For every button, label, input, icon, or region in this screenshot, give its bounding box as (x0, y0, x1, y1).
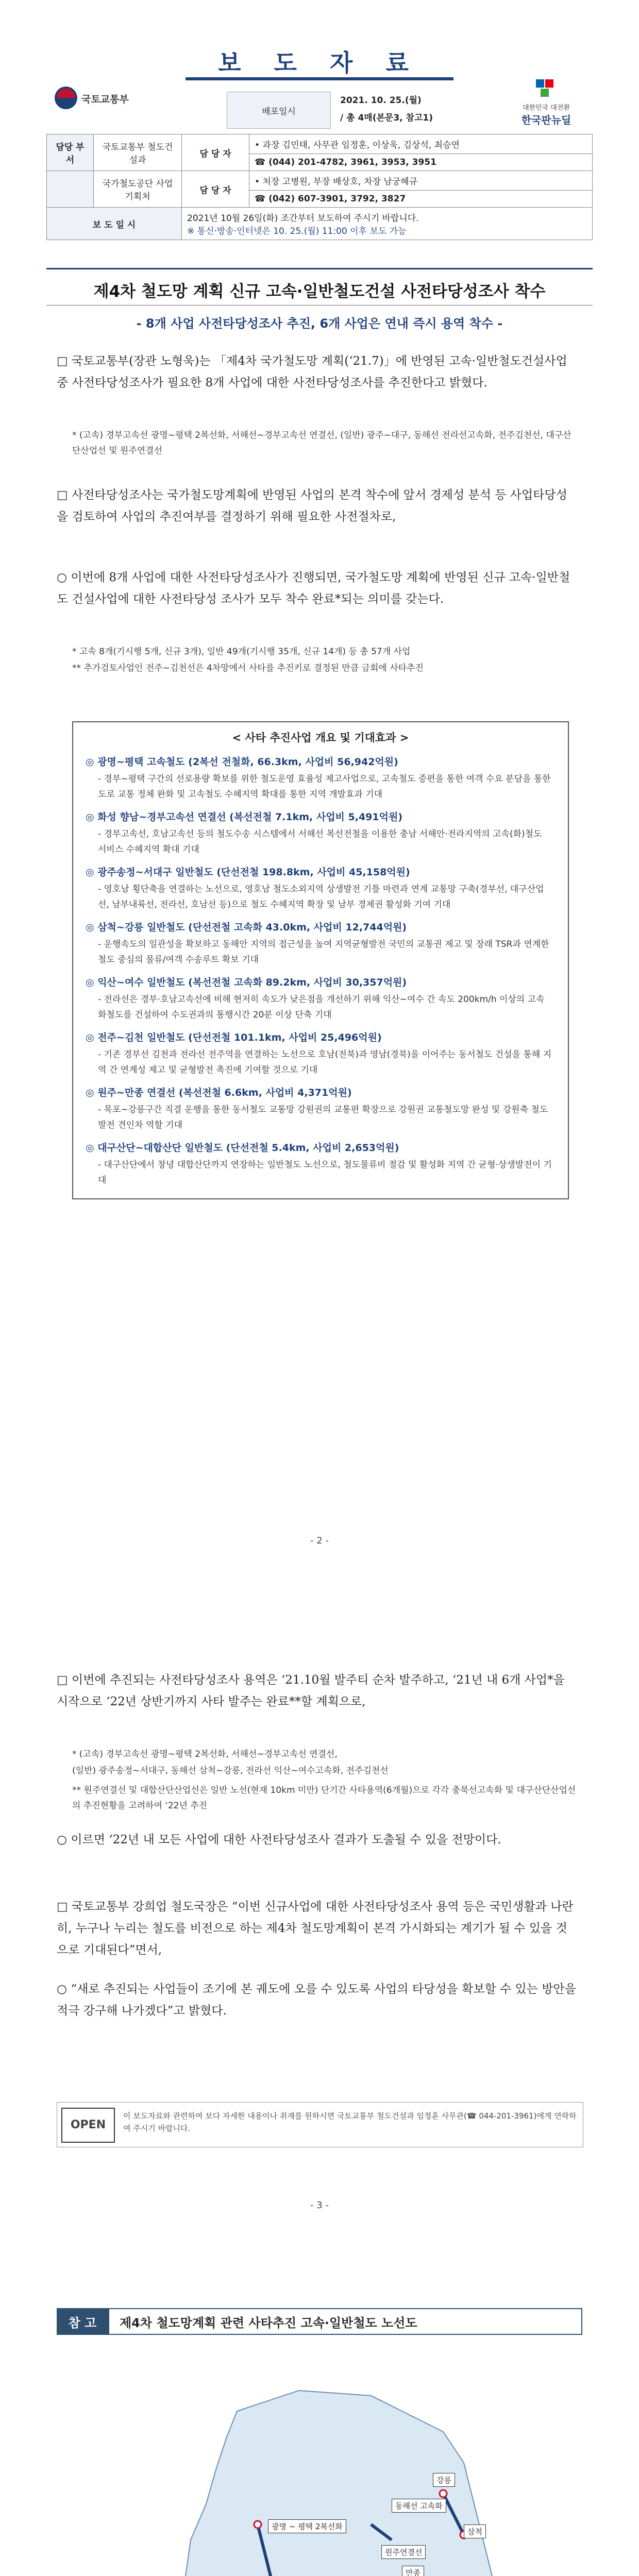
summary-item-heading: ◎ 대구산단∼대합산단 일반철도 (단선전철 5.4km, 사업비 2,653억원) (86, 1142, 399, 1154)
summary-item-heading: ◎ 화성 향남∼경부고속선 연결선 (복선전철 7.1km, 사업비 5,491억원) (86, 811, 403, 823)
embargo-label: 보 도 일 시 (47, 208, 182, 240)
page-3 (0, 2277, 639, 2576)
contact-tel: ☎ (042) 607-3901, 3792, 3827 (249, 191, 593, 208)
summary-box-title: < 사타 추진사업 개요 및 기대효과 > (232, 732, 409, 744)
map-label: 강릉 (433, 2473, 455, 2487)
summary-item (73, 749, 568, 804)
new-deal-emblem-icon (505, 77, 587, 100)
summary-item-body: - 전라선은 경부·호남고속선에 비해 현저히 속도가 낮은점을 개선하기 위해 익산∼여수 간 속도 200km/h 이상의 고속화철도를 건설하여 수도권과의 통행시간 20분 이상 단축 기대 (98, 994, 545, 1020)
contact-names: • 과장 김민태, 사무관 임정훈, 이상욱, 김상석, 최승연 (249, 134, 593, 154)
contact-names: • 처장 고병원, 부장 배상호, 차장 남궁혜규 (249, 171, 593, 191)
paragraph-1: □ 국토교통부(장관 노형욱)는 「제4차 국가철도망 계획(‘21.7)」에 반영된 고속·일반철도건설사업 중 사전타당성조사가 필요한 8개 사업에 대한 사전타당성조사를 추진한다고 밝혔다. (57, 354, 567, 389)
paragraph-4: □ 이번에 추진되는 사전타당성조사 용역은 ‘21.10월 발주티 순차 발주하고, ‘21년 내 6개 사업*을 시작으로 ‘22년 상반기까지 사타 발주는 완료**할 계획으로, (57, 1673, 565, 1708)
summary-item (73, 1025, 568, 1080)
embargo-row (47, 208, 593, 240)
korea-map-graphic (103, 2370, 536, 2576)
contact-row (47, 171, 593, 191)
open-license-icon: OPEN (61, 2108, 115, 2143)
contact-dept: 국가철도공단 사업기획처 (94, 171, 182, 208)
map-label: 원주연결선 (381, 2545, 426, 2559)
ministry-name: 국토교통부 (81, 94, 129, 105)
reference-title: 제4차 철도망계획 관련 사타추진 고속·일반철도 노선도 (108, 2308, 582, 2335)
publish-label: 배포일시 (227, 92, 331, 129)
open-license-box (57, 2102, 583, 2147)
publish-date: 2021. 10. 25.(월) (340, 95, 422, 106)
publish-pages: / 총 4매(본문3, 참고1) (340, 113, 433, 123)
headline-top-rule (46, 268, 593, 269)
new-deal-slogan: 대한민국 대전환 (522, 104, 570, 112)
publish-date-block (340, 92, 495, 128)
summary-item-heading: ◎ 광주송정∼서대구 일반철도 (단선전철 198.8km, 사업비 45,158억원) (86, 867, 410, 878)
summary-item-body: - 운행속도의 일관성을 확보하고 동해안 지역의 접근성을 높여 지역균형발전 국민의 교통권 제고 및 장래 TSR과 연계한 철도 중심의 물류/여객 수송루트 확보 기대 (98, 939, 549, 965)
document-title: 보 도 자 료 (218, 49, 421, 77)
summary-item-heading: ◎ 삼척∼강릉 일반철도 (단선전철 고속화 43.0km, 사업비 12,744억원) (86, 922, 407, 933)
summary-item-heading: ◎ 원주∼만종 연결선 (복선전철 6.6km, 사업비 4,371억원) (86, 1087, 352, 1098)
paragraph-3: ○ 이번에 8개 사업에 대한 사전타당성조사가 진행되면, 국가철도망 계획에 반영된 신규 고속·일반철도 건설사업에 대한 사전타당성 조사가 모두 착수 완료*되는 의미를 갖는다. (57, 571, 570, 606)
embargo-line-2: ※ 통신·방송·인터넷은 10. 25.(월) 11:00 이후 보도 가능 (187, 226, 407, 236)
title-underline (186, 77, 453, 80)
map-label: 동해선 고속화 (392, 2499, 446, 2513)
embargo-line-1: 2021년 10월 26일(화) 조간부터 보도하여 주시기 바랍니다. (187, 213, 419, 224)
summary-item (73, 859, 568, 914)
summary-item-body: - 영호남 횡단축을 연결하는 노선으로, 영호남 철도소외지역 상생발전 기틀 마련과 연계 교통망 구축(경부선, 대구산업선, 남부내륙선, 전라선, 호남선 등)으로 철도 수혜지역 확장 및 남부 경제권 활성화 기여 기대 (98, 884, 544, 910)
paragraph-3-note-1: * 고속 8개(기시행 5개, 신규 3개), 일반 49개(기시행 35개, 신규 14개) 등 총 57개 사업 (72, 647, 411, 657)
summary-item-body: - 기존 경부선 김천과 전라선 전주역을 연결하는 노선으로 호남(전북)과 영남(경북)을 이어주는 동서철도 건설을 통해 지역 간 연계성 제고 및 균형발전 촉진에 기여할 것으로 기대 (98, 1049, 552, 1075)
map-label: 광명 ~ 평택 2복선화 (268, 2519, 346, 2533)
dept-label: 담당 부서 (47, 134, 94, 171)
reference-label: 참 고 (57, 2308, 108, 2335)
summary-item (73, 970, 568, 1025)
summary-item (73, 804, 568, 859)
headline-bottom-rule (46, 305, 593, 306)
contact-role: 담 당 자 (182, 134, 249, 171)
new-deal-brand: 한국판뉴딜 (521, 114, 571, 126)
summary-item-heading: ◎ 광명∼평택 고속철도 (2복선 전철화, 66.3km, 사업비 56,942억원) (86, 756, 398, 768)
ministry-logo (52, 77, 134, 118)
paragraph-2: □ 사전타당성조사는 국가철도망계획에 반영된 사업의 본격 착수에 앞서 경제성 분석 등 사업타당성을 검토하여 사업의 추진여부를 결정하기 위해 필요한 사전절차로, (57, 488, 567, 523)
contact-role: 담 당 자 (182, 171, 249, 208)
contact-row (47, 134, 593, 154)
contact-dept: 국토교통부 철도건설과 (94, 134, 182, 171)
map-label: 삼척 (464, 2524, 486, 2538)
open-license-text: 이 보도자료와 관련하여 보다 자세한 내용이나 취재를 원하시면 국토교통부 철도건설과 임정훈 사무관(☎ 044-201-3961)에게 연락하여 주시기 바랍니다. (123, 2111, 577, 2133)
summary-item (73, 1080, 568, 1135)
paragraph-4-note-3: ** 원주연결선 및 대합산단산업선은 일반 노선(현재 10km 미만) 단기간 사타용역(6개월)으로 각각 충북선고속화 및 대구산단산업선의 추진현황을 고려하여 ‘22년 추진 (72, 1785, 576, 1811)
summary-item-body: - 목포∼강릉구간 직결 운행을 통한 동서철도 교통망 강원권의 교통편 확장으로 강원권 교통철도망 완성 및 강원축 철도 발전 견인차 역할 기대 (98, 1105, 548, 1130)
headline: 제4차 철도망 계획 신규 고속·일반철도건설 사전타당성조사 착수 (93, 282, 546, 301)
paragraph-7: ○ “새로 추진되는 사업들이 조기에 본 궤도에 오를 수 있도록 사업의 타당성을 확보할 수 있는 방안을 적극 강구해 나가겠다”고 밝혔다. (57, 1982, 576, 2018)
summary-item-heading: ◎ 전주∼김천 일반철도 (단선전철 101.1km, 사업비 25,496억원) (86, 1032, 382, 1043)
map-label: 만종 (402, 2566, 424, 2576)
new-deal-logo (505, 77, 587, 124)
paragraph-4-note-1: * (고속) 경부고속선 광명∼평택 2복선화, 서해선∼경부고속선 연결선, (72, 1749, 338, 1759)
railway-map (103, 2370, 536, 2576)
paragraph-5: ○ 이르면 ‘22년 내 모든 사업에 대한 사전타당성조사 결과가 도출될 수 있을 전망이다. (57, 1833, 501, 1846)
summary-item-heading: ◎ 익산∼여수 일반철도 (복선전철 고속화 89.2km, 사업비 30,357억원) (86, 977, 407, 988)
paragraph-1-note: * (고속) 경부고속선 광명∼평택 2복선화, 서해선∼경부고속선 연결선, (일반) 광주∼대구, 동해선 전라선고속화, 전주김천선, 대구산단산업선 및 원주연결선 (72, 430, 571, 456)
page-number: - 3 - (310, 2200, 329, 2211)
embargo-text (182, 208, 593, 240)
project-summary-box (72, 721, 569, 1199)
paragraph-6: □ 국토교통부 강희업 철도국장은 “이번 신규사업에 대한 사전타당성조사 용역 등은 국민생활과 나란히, 누구나 누리는 철도를 비전으로 하는 제4차 철도망계획이 본격 가시화되는 계기가 될 수 있을 것으로 기대된다”면서, (57, 1900, 574, 1957)
paragraph-3-note-2: ** 추가검토사업인 전주∼김천선은 4차망에서 사타를 추진키로 결정된 만큼 금회에 사타추진 (72, 663, 424, 673)
paragraph-4-note-2: (일반) 광주송정∼서대구, 동해선 삼척∼강릉, 전라선 익산∼여수고속화, 전주김천선 (72, 1766, 389, 1776)
summary-item-body: - 대구산단에서 창녕 대합산단까지 연장하는 일반철도 노선으로, 철도물류비 절감 및 활성화 지역 간 균형·상생발전이 기대 (98, 1160, 552, 1185)
summary-item-body: - 경부고속선, 호남고속선 등의 철도수송 시스템에서 서해선 복선전철을 이용한 충남 서해안·전라지역의 고속(화)철도 서비스 수혜지역 확대 기대 (98, 829, 542, 855)
summary-item-body: - 경부∼평택 구간의 선로용량 확보를 위한 철도운영 효율성 제고사업으로, 고속철도 증편을 통한 여객 수요 분담을 통한 도로 교통 정체 완화 및 고속철도 수혜지역 확대를 통한 지역 개발효과 기대 (98, 774, 551, 800)
contact-table (46, 134, 593, 240)
summary-item (73, 1135, 568, 1198)
page-2 (0, 1607, 639, 2277)
contact-tel: ☎ (044) 201-4782, 3961, 3953, 3951 (249, 154, 593, 171)
subheadline: - 8개 사업 사전타당성조사 추진, 6개 사업은 연내 즉시 용역 착수 - (136, 316, 503, 331)
page-number: - 2 - (310, 1535, 329, 1546)
summary-item (73, 914, 568, 970)
